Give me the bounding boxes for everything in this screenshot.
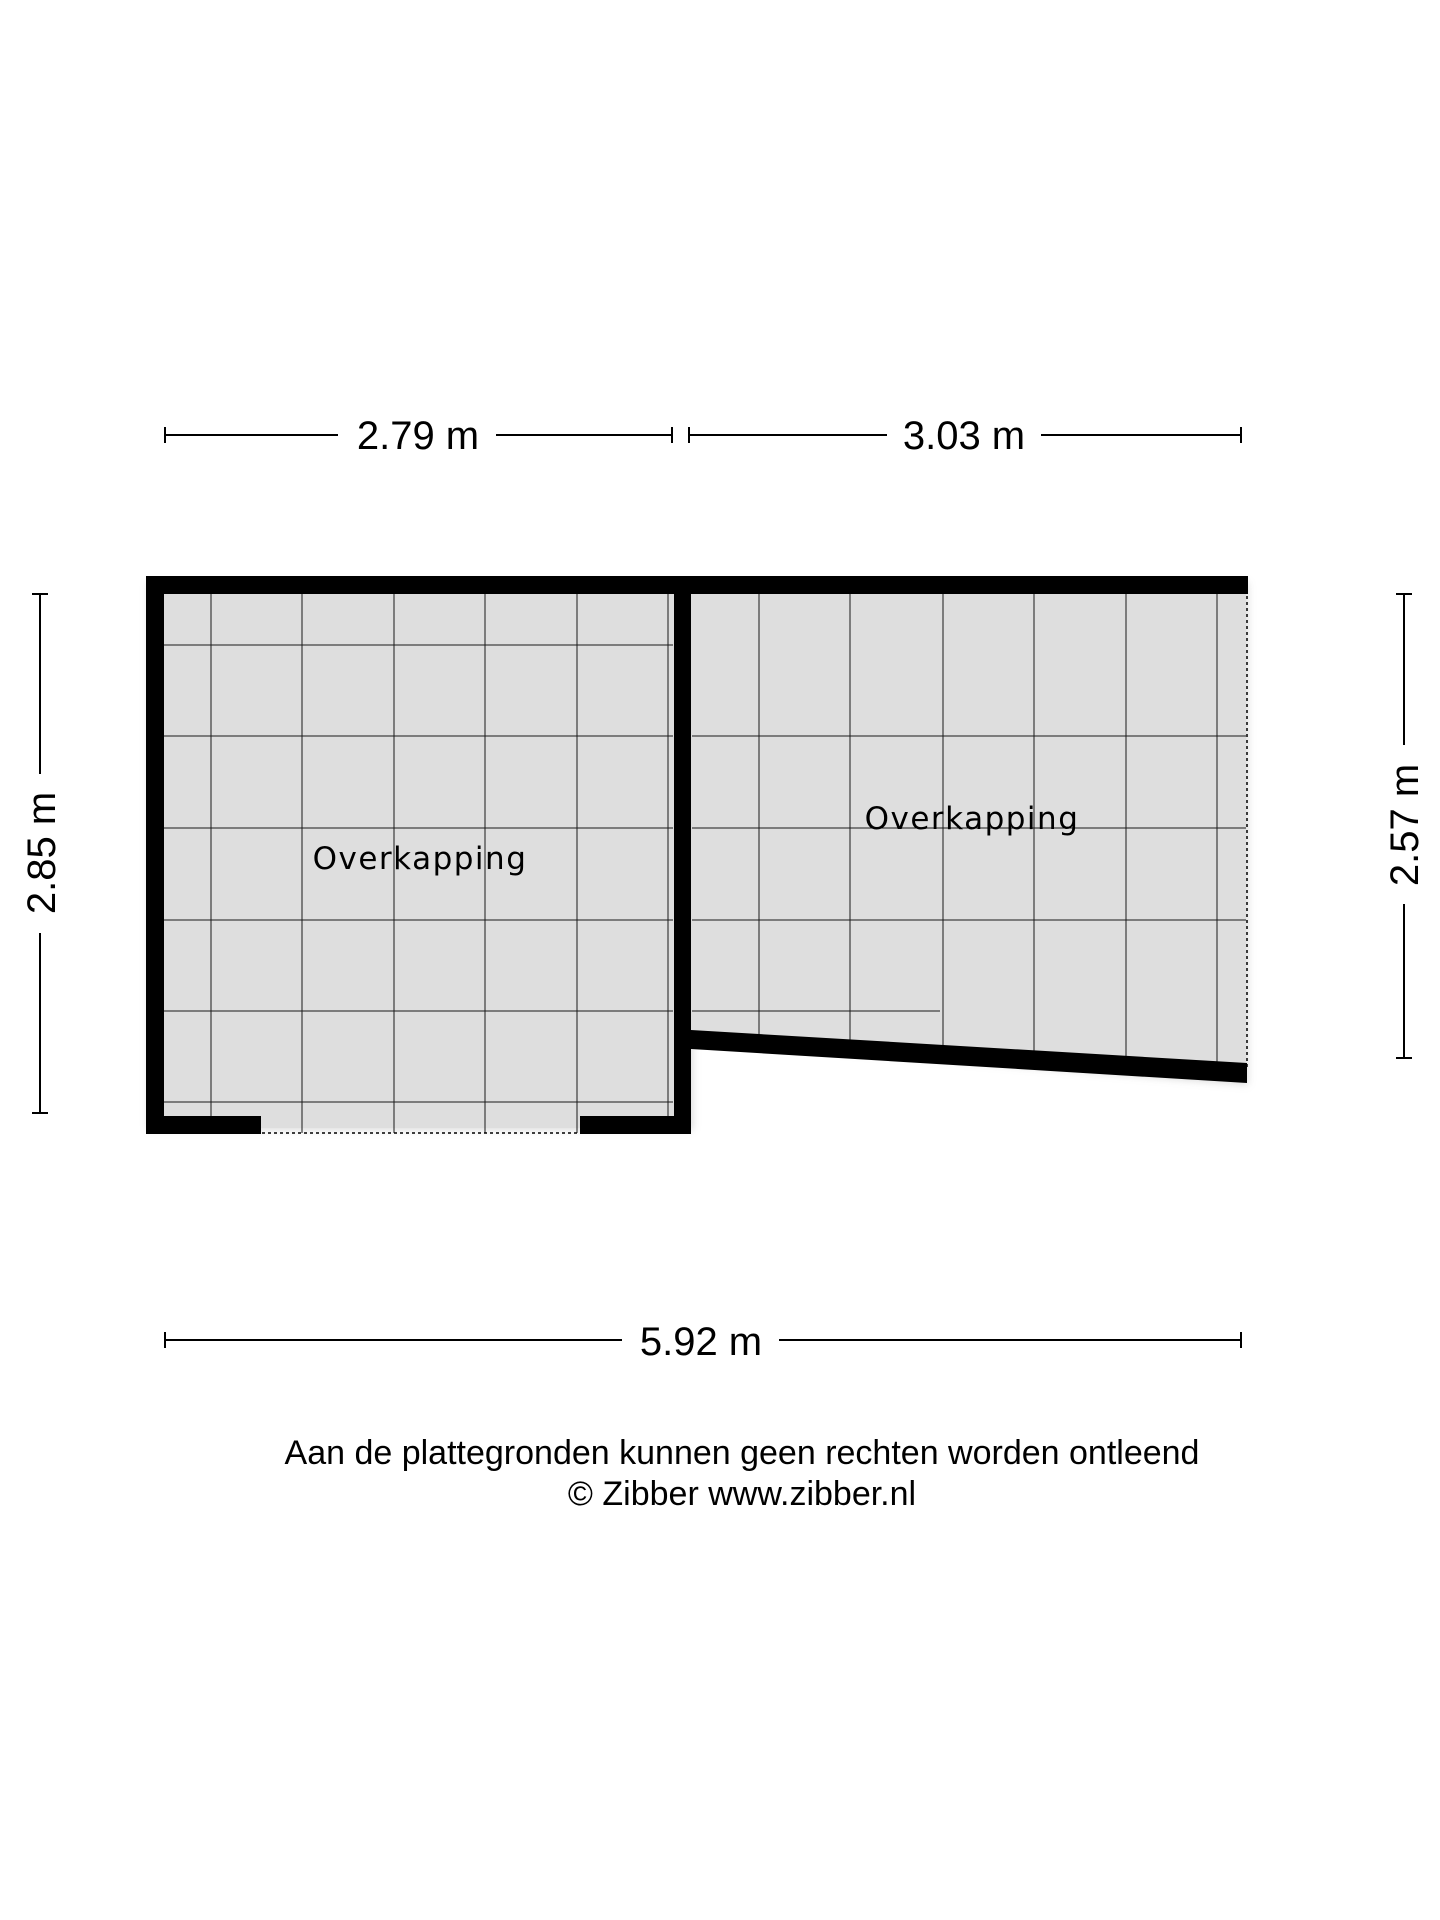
bottom-wall-right-segment xyxy=(580,1116,691,1134)
middle-wall xyxy=(674,576,691,1134)
left-wall xyxy=(146,576,164,1134)
left-room-label: Overkapping xyxy=(312,841,528,877)
copyright-text: © Zibber www.zibber.nl xyxy=(567,1475,917,1513)
disclaimer-text: Aan de plattegronden kunnen geen rechten worden ontleend xyxy=(284,1434,1200,1472)
top-right-dimension-label: 3.03 m xyxy=(902,414,1026,458)
left-dimension-label: 2.85 m xyxy=(20,791,64,915)
right-room-label: Overkapping xyxy=(864,801,1080,837)
top-wall xyxy=(146,576,1248,594)
right-dimension-label: 2.57 m xyxy=(1383,763,1427,887)
bottom-wall-left-segment xyxy=(146,1116,261,1134)
top-left-dimension-label: 2.79 m xyxy=(356,414,480,458)
bottom-dimension-label: 5.92 m xyxy=(639,1320,763,1364)
